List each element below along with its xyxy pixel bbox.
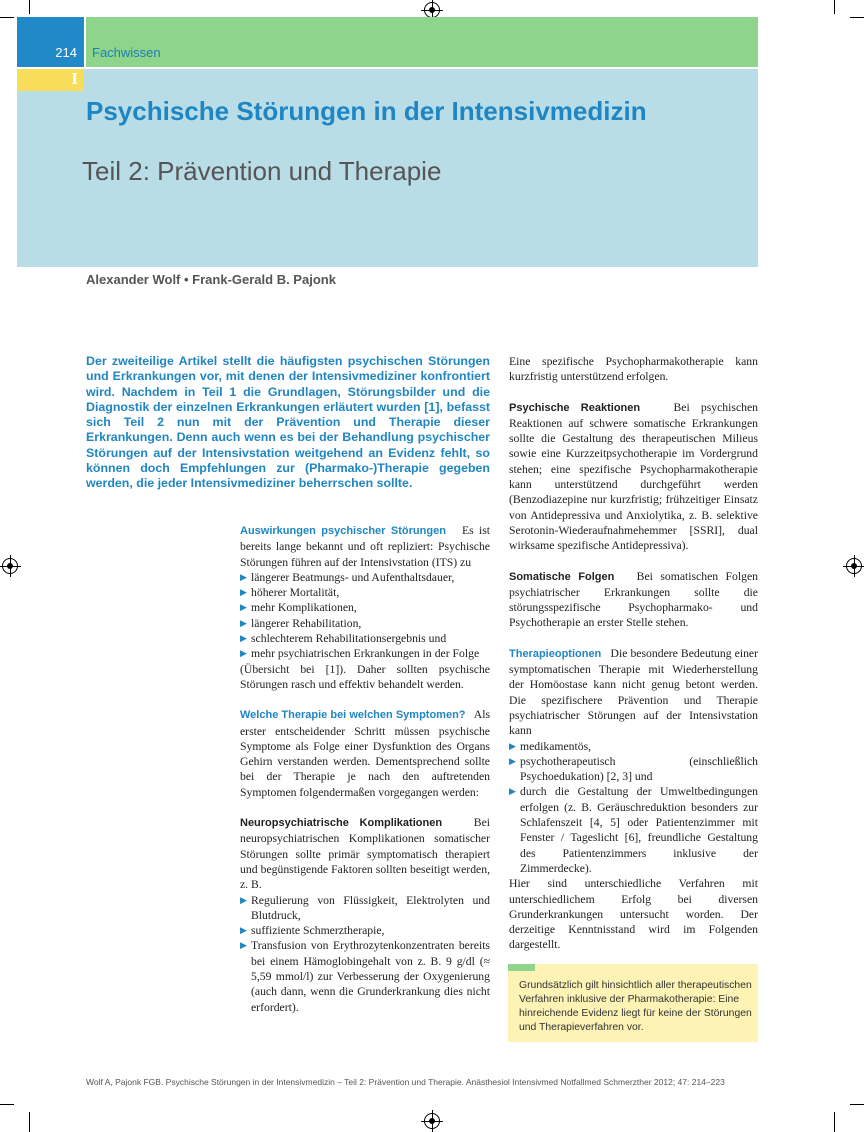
citation-footer: Wolf A, Pajonk FGB. Psychische Störungen in der Intensivmedizin – Teil 2: Prävention und Therapie. Anästhesiol Intensivmed Notfallmed Schmerzther 2012; 47: 214–223 xyxy=(86,1077,725,1087)
paragraph-text: Die besondere Bedeutung einer symptomatischen Therapie mit Wiederherstellung der Homöostase kann nicht genug betont werden. Die spezifischere Prävention und Therapie psychiatrischer Störungen auf der Intensivstation kann xyxy=(509,646,758,738)
paragraph-text: Bei neuropsychiatrischen Komplikationen somatischer Störungen sollte primär symptomatisch therapiert und begünstigende Faktoren sollten beseitigt werden, z. B. xyxy=(240,816,491,892)
list-item: ▶ längerer Rehabilitation, xyxy=(240,616,362,630)
registration-mark-icon xyxy=(2,558,18,574)
registration-mark-icon xyxy=(424,2,440,18)
crop-mark xyxy=(29,0,30,14)
bullet-icon: ▶ xyxy=(240,894,247,905)
section-heading: Welche Therapie bei welchen Symptomen? xyxy=(240,709,466,722)
page-number: 214 xyxy=(55,45,77,60)
list-item: ▶ mehr psychiatrischen Erkrankungen in der Folge xyxy=(240,647,480,661)
authors: Alexander Wolf • Frank-Gerald B. Pajonk xyxy=(86,272,336,287)
info-box xyxy=(508,964,758,1042)
bullet-list xyxy=(509,739,758,877)
paragraph xyxy=(509,646,758,739)
crop-mark xyxy=(0,17,14,18)
paragraph xyxy=(240,707,490,800)
bullet-icon: ▶ xyxy=(240,940,247,951)
list-item: ▶ höherer Mortalität, xyxy=(240,586,340,600)
section-heading: Auswirkungen psychischer Störungen xyxy=(240,525,446,537)
list-item: ▶ mehr Komplikationen, xyxy=(240,601,357,615)
list-item: ▶ Transfusion von Erythrozytenkonzentraten bereits bei einem Hämoglobingehalt von z. B. 9 g/dl (≈ 5,59 mmol/l) zur Verbesserung der Oxygenierung (auch dann, wenn die Grunderkrankung dies nicht erfordert). xyxy=(240,939,490,1014)
list-item: ▶ suffiziente Schmerztherapie, xyxy=(240,924,385,938)
paragraph xyxy=(240,523,490,570)
paragraph-text: Bei psychischen Reaktionen auf schwere somatische Erkrankungen sollte die Gestaltung des therapeutischen Milieus sowie eine Kurzzeitpsychotherapie im Vordergrund stehen; eine spezifische Psychopharmakotherapie kann unterstützend durchgeführt werden (Benzodiazepine nur kurzfristig; frühzeitiger Einsatz von Antidepressiva und Anxiolytika, z. B. selektive Serotonin-Wiederaufnahmehemmer [SSRI], dual wirksame spezifische Antidepressiva). xyxy=(509,400,759,553)
bullet-icon: ▶ xyxy=(240,633,247,644)
info-box-tab xyxy=(508,964,535,971)
crop-mark xyxy=(850,17,864,18)
crop-mark xyxy=(850,1104,864,1105)
registration-mark-icon xyxy=(424,1113,440,1129)
list-item: ▶ durch die Gestaltung der Umweltbedingungen erfolgen (z. B. Geräuschreduktion besonders zur Schlafenszeit [4, 5] oder Patientenzimmer mit Fenster / Tageslicht [6], freundliche Gestaltung des Patientenzimmers inklusive der Zimmerdecke). xyxy=(509,785,758,875)
paragraph xyxy=(509,569,758,631)
paragraph-text: Eine spezifische Psychopharmakotherapie kann kurzfristig unterstützend erfolgen. xyxy=(509,355,758,384)
bullet-icon: ▶ xyxy=(240,571,247,582)
list-item: ▶ psychotherapeutisch (einschließlich Psychoedukation) [2, 3] und xyxy=(509,754,758,784)
abstract: Der zweiteilige Artikel stellt die häufigsten psychischen Störungen und Erkrankungen vor, mit denen der Intensivmediziner konfrontiert wird. Nachdem in Teil 1 die Grundlagen, Störungsbilder und die Diagnostik der einzelnen Erkrankungen erläutert wurden [1], befasst sich Teil 2 nun mit der Prävention und Therapie dieser Erkrankungen. Denn auch wenn es bei der Behandlung psychischer Störungen auf der Intensivstation weitgehend an Evidenz fehlt, so können doch Empfehlungen zur (Pharmako-)Therapie gegeben werden, die jeder Intensivmediziner beherrschen sollte. xyxy=(86,354,490,491)
section-header xyxy=(86,17,758,67)
crop-mark xyxy=(29,1112,30,1132)
list-item: ▶ Regulierung von Flüssigkeit, Elektrolyten und Blutdruck, xyxy=(240,893,490,922)
crop-mark xyxy=(0,1104,14,1105)
list-item: ▶ schlechterem Rehabilitationsergebnis und xyxy=(240,632,447,646)
paragraph-text: Es ist bereits lange bekannt und oft repliziert: Psychische Störungen führen auf der Intensivstation (ITS) zu xyxy=(240,524,491,569)
bullet-icon: ▶ xyxy=(240,587,247,598)
section-heading: Therapieoptionen xyxy=(509,647,602,660)
bullet-icon: ▶ xyxy=(240,617,247,628)
paragraph-text: Hier sind unterschiedliche Verfahren mit unterschiedlichem Erfolg bei diversen Grunderkrankungen untersucht worden. Der derzeitige Kenntnisstand wird im Folgenden dargestellt. xyxy=(509,877,758,952)
body-column-right xyxy=(509,354,758,968)
article-subtitle: Teil 2: Prävention und Therapie xyxy=(82,156,442,186)
paragraph xyxy=(240,815,490,892)
info-box-text: Grundsätzlich gilt hinsichtlich aller therapeutischen Verfahren inklusive der Pharmakotherapie: Eine hinreichende Evidenz liegt für keine der Störungen und Therapieverfahren vor. xyxy=(519,980,752,1033)
paragraph xyxy=(509,400,758,554)
bullet-icon: ▶ xyxy=(509,755,516,766)
article-title: Psychische Störungen in der Intensivmedizin xyxy=(86,96,647,126)
paragraph-text: Bei somatischen Folgen psychiatrischer Erkrankungen sollte die störungsspezifische Psychopharmako- und Psychotherapie an erster Stelle stehen. xyxy=(509,569,759,630)
bullet-icon: ▶ xyxy=(509,740,516,751)
section-heading: Neuropsychiatrische Komplikationen xyxy=(240,817,443,830)
bullet-list xyxy=(240,893,490,1015)
bullet-icon: ▶ xyxy=(240,648,247,659)
list-item: ▶ medikamentös, xyxy=(509,739,592,753)
crop-mark xyxy=(834,0,835,14)
crop-mark xyxy=(834,1112,835,1132)
list-item: ▶ längerer Beatmungs- und Aufenthaltsdauer, xyxy=(240,570,455,584)
chapter-tab xyxy=(17,69,84,91)
section-heading: Somatische Folgen xyxy=(509,570,615,583)
body-column-middle xyxy=(240,523,490,1015)
chapter-numeral: I xyxy=(71,69,78,88)
registration-mark-icon xyxy=(846,558,862,574)
paragraph-text: (Übersicht bei [1]). Daher sollten psychische Störungen rasch und effektiv behandelt werden. xyxy=(240,662,490,691)
paragraph-text: Als erster entscheidender Schritt müssen psychische Symptome als Folge einer Dysfunktion des Organs Gehirn verstanden werden. Dementsprechend sollte bei der Therapie je nach den auftretenden Symptomen folgendermaßen vorgegangen werden: xyxy=(240,708,490,799)
bullet-icon: ▶ xyxy=(240,925,247,936)
section-heading: Psychische Reaktionen xyxy=(509,401,641,414)
bullet-icon: ▶ xyxy=(509,786,516,797)
bullet-icon: ▶ xyxy=(240,602,247,613)
page-number-box xyxy=(17,17,84,67)
title-panel xyxy=(17,69,758,267)
section-label: Fachwissen xyxy=(92,45,161,60)
bullet-list xyxy=(240,570,490,662)
